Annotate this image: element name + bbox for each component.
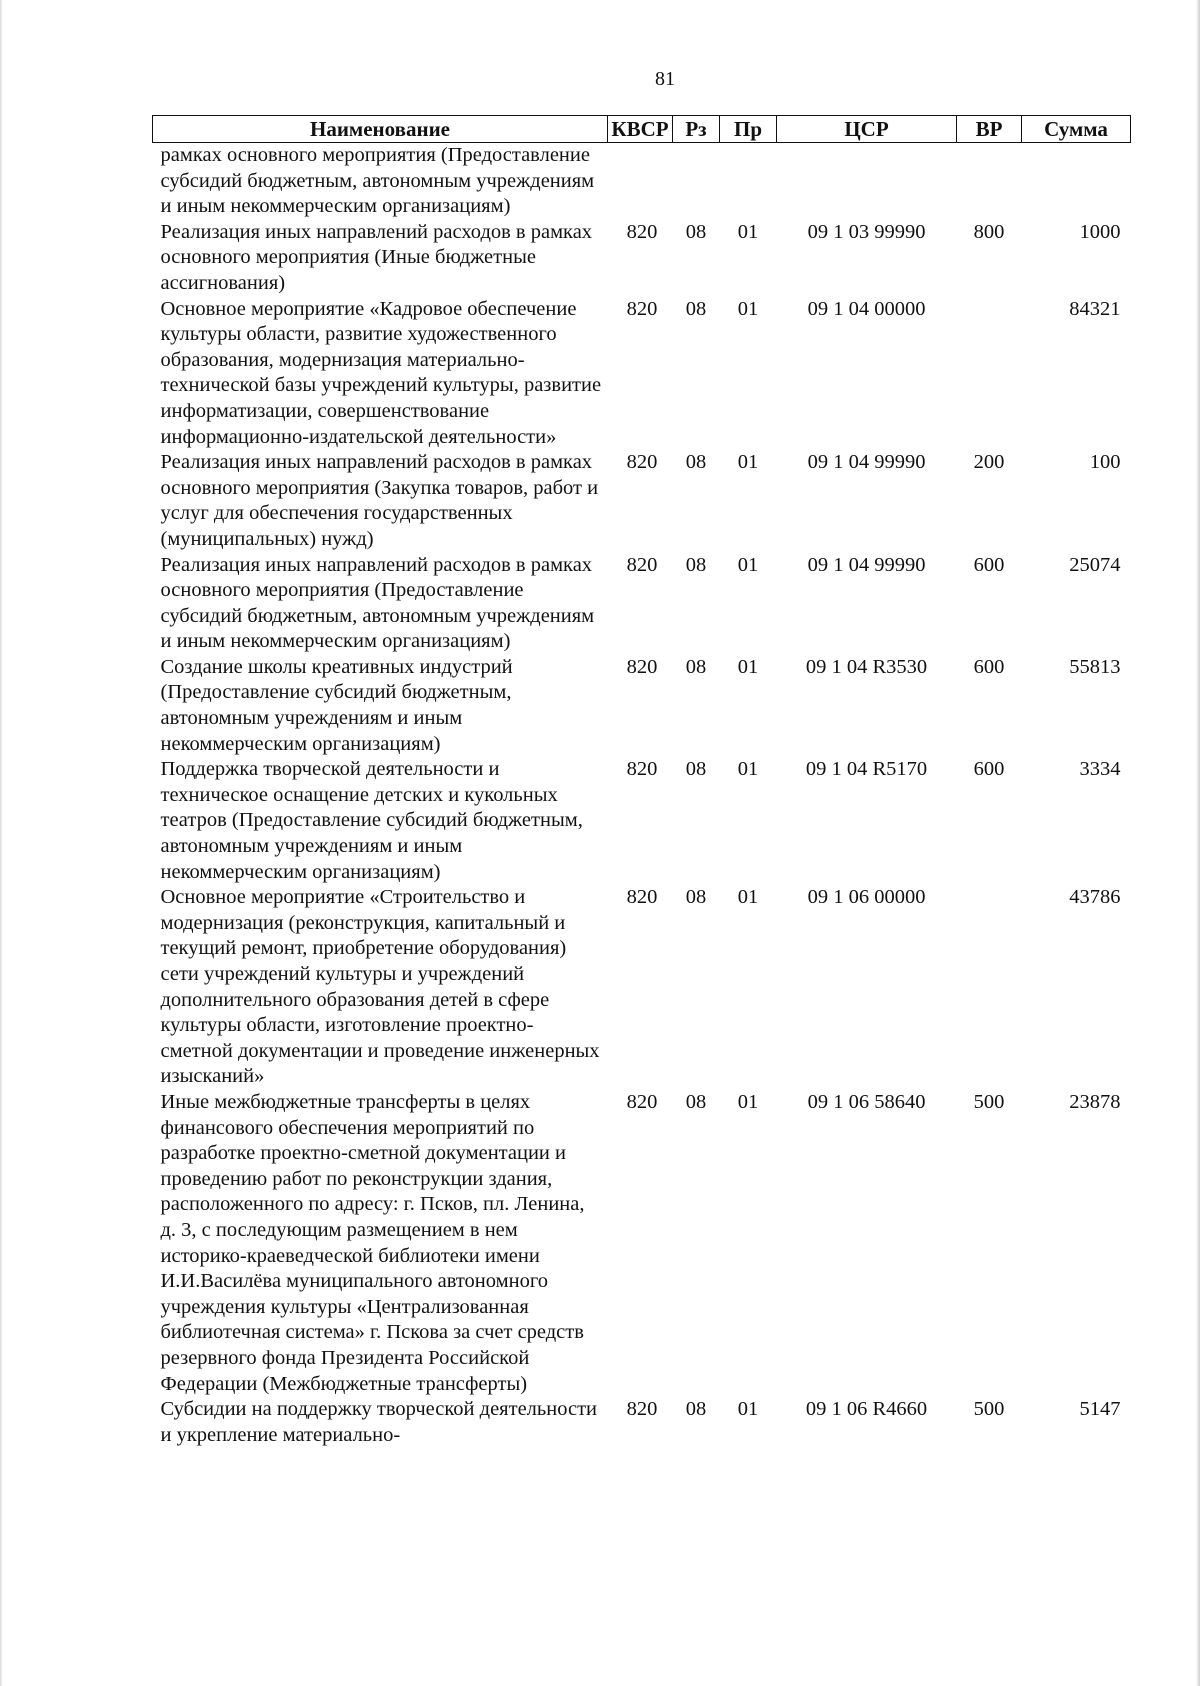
cell-rz: 08	[685, 553, 707, 576]
cell-name: Создание школы креативных индустрий (Предоставление субсидий бюджетным, автономным учреждениям и иным некоммерческим организациям)	[160, 655, 513, 755]
header-pr: Пр	[720, 116, 777, 143]
cell-rz: 08	[685, 1398, 707, 1421]
table-row	[153, 450, 1131, 552]
table-body	[153, 143, 1131, 1449]
cell-kvsr: 820	[626, 220, 658, 243]
table-row	[153, 655, 1131, 757]
cell-pr: 01	[737, 297, 759, 320]
cell-rz: 08	[685, 297, 707, 320]
table-header	[153, 116, 1131, 143]
cell-sum: 55813	[1069, 655, 1121, 678]
cell-kvsr: 820	[626, 1398, 658, 1421]
cell-name: Основное мероприятие «Строительство и модернизация (реконструкция, капитальный и текущий ремонт, приобретение оборудования) сети учреждений культуры и учреждений дополнительного образования детей в сфере культуры области, изготовление проектно-сметной документации и проведение инженерных изысканий»	[160, 886, 600, 1088]
cell-pr: 01	[737, 220, 759, 243]
cell-sum	[1022, 143, 1131, 220]
cell-vr: 800	[973, 220, 1005, 243]
cell-name: Реализация иных направлений расходов в рамках основного мероприятия (Закупка товаров, работ и услуг для обеспечения государственных (муниципальных) нужд)	[160, 451, 599, 550]
cell-csr: 09 1 06 58640	[807, 1090, 926, 1113]
cell-kvsr: 820	[626, 297, 658, 320]
cell-csr: 09 1 04 99990	[807, 451, 926, 474]
cell-kvsr: 820	[626, 1090, 658, 1113]
cell-vr: 600	[973, 553, 1005, 576]
cell-vr	[957, 143, 1022, 220]
cell-sum: 3334	[1079, 758, 1121, 781]
cell-kvsr: 820	[626, 553, 658, 576]
table-row	[153, 885, 1131, 1090]
page-number: 81	[655, 68, 675, 90]
scan-right-edge	[1196, 0, 1200, 1686]
cell-vr: 600	[973, 758, 1005, 781]
cell-rz	[673, 143, 720, 220]
cell-name: Реализация иных направлений расходов в рамках основного мероприятия (Предоставление субсидий бюджетным, автономным учреждениям и иным некоммерческим организациям)	[160, 553, 595, 653]
cell-csr	[777, 143, 957, 220]
cell-rz: 08	[685, 758, 707, 781]
cell-pr: 01	[737, 1090, 759, 1113]
cell-kvsr: 820	[626, 451, 658, 474]
cell-csr: 09 1 04 R5170	[805, 758, 928, 781]
cell-csr: 09 1 04 99990	[807, 553, 926, 576]
cell-csr: 09 1 04 R3530	[805, 655, 928, 678]
cell-kvsr: 820	[626, 886, 658, 909]
cell-pr: 01	[737, 655, 759, 678]
cell-pr: 01	[737, 1398, 759, 1421]
header-kvsr: КВСР	[608, 116, 673, 143]
cell-name: Иные межбюджетные трансферты в целях финансового обеспечения мероприятий по разработке проектно-сметной документации и проведению работ по реконструкции здания, расположенного по адресу: г. Псков, пл. Ленина, д. 3, с последующим размещением в нем историко-краеведческой библиотеки имени И.И.Василёва муниципального автономного учреждения культуры «Централизованная библиотечная система» г. Пскова за счет средств резервного фонда Президента Российской Федерации (Межбюджетные трансферты)	[160, 1090, 585, 1395]
cell-sum: 43786	[1069, 886, 1121, 909]
cell-rz: 08	[685, 220, 707, 243]
cell-pr: 01	[737, 553, 759, 576]
cell-pr: 01	[737, 886, 759, 909]
cell-name: Поддержка творческой деятельности и техническое оснащение детских и кукольных театров (Предоставление субсидий бюджетным, автономным учреждениям и иным некоммерческим организациям)	[160, 758, 583, 883]
table-row	[153, 1397, 1131, 1448]
cell-name: рамках основного мероприятия (Предоставление субсидий бюджетным, автономным учреждениям и иным некоммерческим организациям)	[160, 144, 595, 218]
table-row	[153, 297, 1131, 451]
cell-sum: 5147	[1079, 1398, 1121, 1421]
table-row	[153, 1090, 1131, 1397]
header-sum: Сумма	[1022, 116, 1131, 143]
cell-csr: 09 1 06 00000	[807, 886, 926, 909]
cell-sum: 23878	[1069, 1090, 1121, 1113]
cell-pr	[720, 143, 777, 220]
cell-rz: 08	[685, 655, 707, 678]
cell-sum: 25074	[1069, 553, 1121, 576]
header-vr: ВР	[957, 116, 1022, 143]
cell-name: Субсидии на поддержку творческой деятельности и укрепление материально-	[160, 1398, 598, 1446]
cell-rz: 08	[685, 886, 707, 909]
cell-sum: 84321	[1069, 297, 1121, 320]
cell-csr: 09 1 03 99990	[807, 220, 926, 243]
cell-sum: 100	[1089, 451, 1121, 474]
table-row	[153, 220, 1131, 297]
scan-left-edge	[0, 0, 3, 1686]
cell-kvsr	[608, 143, 673, 220]
header-row	[153, 116, 1131, 143]
cell-pr: 01	[737, 758, 759, 781]
cell-vr	[957, 297, 1022, 451]
table-row	[153, 553, 1131, 655]
cell-vr	[957, 885, 1022, 1090]
cell-csr: 09 1 04 00000	[807, 297, 926, 320]
header-csr: ЦСР	[777, 116, 957, 143]
cell-sum: 1000	[1079, 220, 1121, 243]
cell-name: Реализация иных направлений расходов в рамках основного мероприятия (Иные бюджетные ассигнования)	[160, 220, 593, 294]
cell-vr: 600	[973, 655, 1005, 678]
table-row	[153, 757, 1131, 885]
cell-rz: 08	[685, 1090, 707, 1113]
cell-kvsr: 820	[626, 655, 658, 678]
cell-vr: 500	[973, 1090, 1005, 1113]
header-name: Наименование	[153, 116, 608, 143]
cell-kvsr: 820	[626, 758, 658, 781]
cell-name: Основное мероприятие «Кадровое обеспечение культуры области, развитие художественного образования, модернизация материально-технической базы учреждений культуры, развитие информатизации, совершенствование информационно-издательской деятельности»	[160, 297, 602, 448]
table-row	[153, 143, 1131, 220]
cell-vr: 500	[973, 1398, 1005, 1421]
cell-csr: 09 1 06 R4660	[805, 1398, 928, 1421]
header-rz: Рз	[673, 116, 720, 143]
cell-pr: 01	[737, 451, 759, 474]
cell-vr: 200	[973, 451, 1005, 474]
cell-rz: 08	[685, 451, 707, 474]
budget-table	[152, 115, 1131, 1448]
